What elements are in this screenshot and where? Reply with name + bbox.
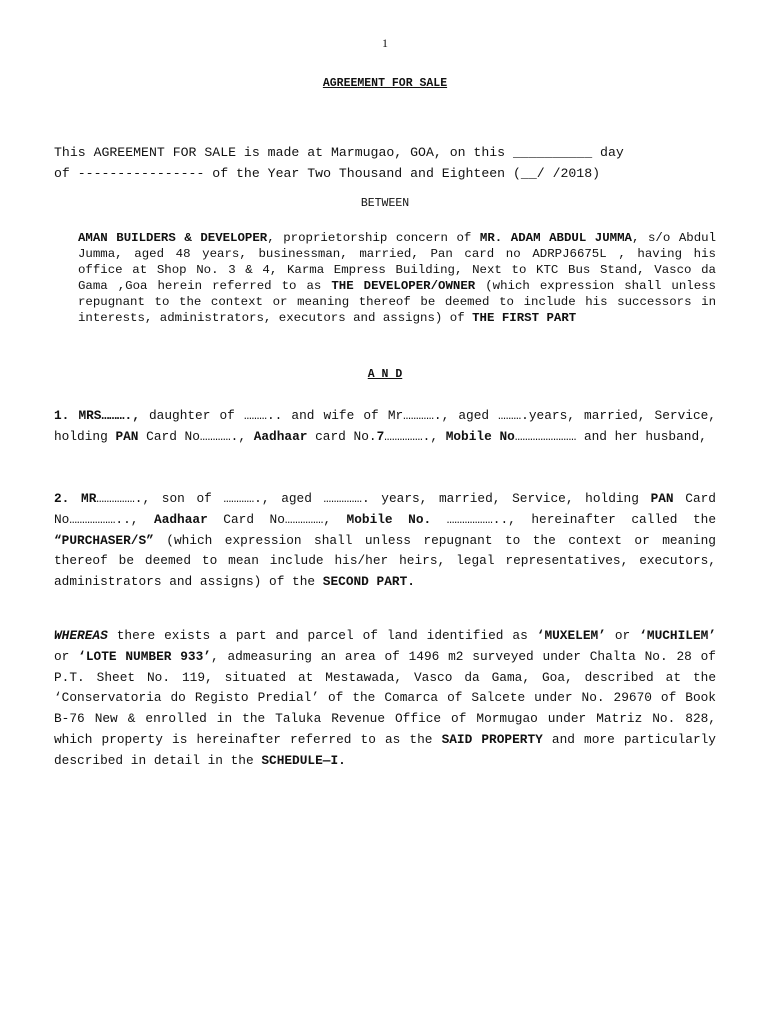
proprietor-name: MR. ADAM ABDUL JUMMA	[479, 231, 632, 245]
purchaser-2-paragraph: 2. MR……………., son of …………., aged ……………. years, married, Service, holding PAN Card No……………….., Aadhaar Card No……………, Mobile No. ……………….., hereinafter called the “PURCHASER/S” (which expression shall unless repugnant to the context or meaning thereof be deemed to mean include his/her heirs, legal representatives, executors, administrators and assigns) of the SECOND PART.	[54, 491, 717, 590]
said-property-label: SAID PROPERTY	[441, 731, 543, 747]
intro-line-2: of ---------------- of the Year Two Thousand and Eighteen (__/ /2018)	[54, 165, 601, 181]
second-part-label: SECOND PART.	[322, 574, 415, 590]
document-title: AGREEMENT FOR SALE	[322, 77, 448, 90]
intro-paragraph	[54, 143, 716, 184]
developer-role: THE DEVELOPER/OWNER	[331, 279, 476, 293]
between-heading: BETWEEN	[360, 197, 410, 210]
purchaser-label: “PURCHASER/S”	[54, 532, 154, 548]
developer-name: AMAN BUILDERS & DEVELOPER	[78, 231, 268, 245]
first-part-label: THE FIRST PART	[472, 311, 577, 325]
intro-line-1: This AGREEMENT FOR SALE is made at Marmugao, GOA, on this __________ day	[54, 145, 624, 160]
purchaser-1-paragraph: 1. MRS………., daughter of ……….. and wife of Mr…………., aged ……….years, married, Service, holding PAN Card No…………., Aadhaar card No.7……………., Mobile No…………………… and her husband,	[54, 408, 716, 444]
purchaser-1-name: MRS……….,	[78, 408, 140, 423]
whereas-paragraph: WHEREAS there exists a part and parcel of land identified as ‘MUXELEM’ or ‘MUCHILEM’ or ‘LOTE NUMBER 933’, admeasuring an area of 1496 m2 surveyed under Chalta No. 28 of P.T. Sheet No. 119, situated at Mestawada, Vasco da Gama, Goa, described at the ‘Conservatoria do Registo Predial’ of the Comarca of Salcete under No. 29670 of Book B-76 New & enrolled in the Taluka Revenue Office of Mormugao under Matriz No. 828, which property is hereinafter referred to as the SAID PROPERTY and more particularly described in detail in the SCHEDULE—I.	[54, 628, 717, 768]
whereas-word: WHEREAS	[54, 628, 108, 643]
first-party-paragraph: AMAN BUILDERS & DEVELOPER, proprietorship concern of MR. ADAM ABDUL JUMMA, s/o Abdul Jumma, aged 48 years, businessman, married, Pan card no ADRPJ6675L , having his office at Shop No. 3 & 4, Karma Empress Building, Next to KTC Bus Stand, Vasco da Gama ,Goa herein referred to as THE DEVELOPER/OWNER (which expression shall unless repugnant to the context or meaning thereof be deemed to include his successors in interests, administrators, executors and assigns) of THE FIRST PART	[78, 231, 717, 325]
schedule-label: SCHEDULE—I.	[261, 752, 346, 768]
purchaser-2-name: MR	[81, 491, 97, 506]
page-number: 1	[382, 36, 388, 50]
and-heading: A N D	[367, 368, 403, 381]
